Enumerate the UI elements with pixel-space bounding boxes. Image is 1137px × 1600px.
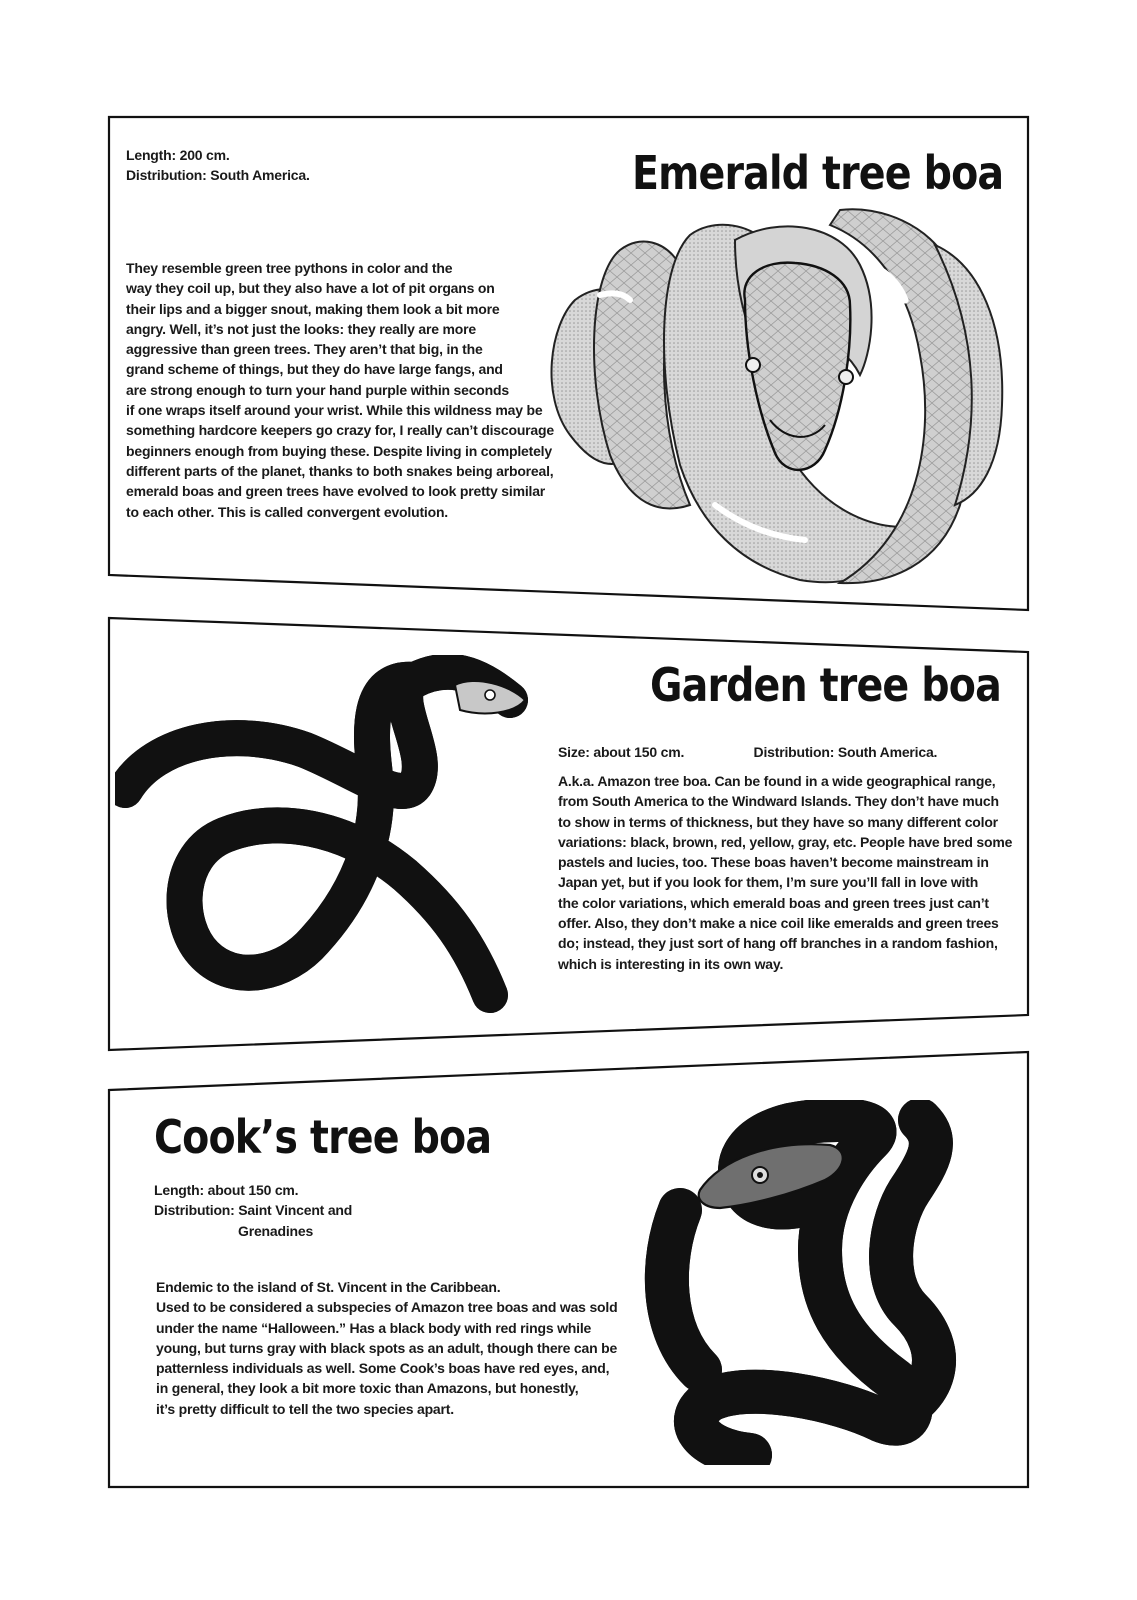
description-line: way they coil up, but they also have a lot of pit organs on (126, 280, 495, 297)
description-line: their lips and a bigger snout, making them look a bit more (126, 300, 500, 317)
description-line: it’s pretty difficult to tell the two species apart. (156, 1400, 454, 1417)
description-line: to show in terms of thickness, but they have so many different color (558, 813, 998, 830)
description-line: emerald boas and green trees have evolved to look pretty similar (126, 483, 546, 500)
description-line: They resemble green tree pythons in color and the (126, 260, 453, 276)
description-line: Endemic to the island of St. Vincent in the Caribbean. (156, 1279, 501, 1295)
description-line: the color variations, which emerald boas and green trees just can’t (558, 894, 989, 911)
panel-title: Garden tree boa (650, 658, 1001, 712)
description-line: something hardcore keepers go crazy for, I really can’t discourage (126, 422, 554, 439)
stats-block (154, 1180, 352, 1241)
description-line: A.k.a. Amazon tree boa. Can be found in a wide geographical range, (558, 773, 996, 789)
description-line: aggressive than green trees. They aren’t that big, in the (126, 341, 483, 358)
description-line: Used to be considered a subspecies of Amazon tree boas and was sold (156, 1299, 618, 1316)
stat-length: Length: 200 cm. (126, 147, 230, 163)
stat-size: Size: about 150 cm. (558, 744, 685, 760)
description-line: angry. Well, it’s not just the looks: they really are more (126, 320, 476, 337)
description-line: in general, they look a bit more toxic than Amazons, but honestly, (156, 1380, 579, 1397)
description-line: are strong enough to turn your hand purple within seconds (126, 381, 509, 398)
description-line: beginners enough from buying these. Despite living in completely (126, 442, 552, 459)
garden-tree-boa-illustration (115, 655, 540, 1025)
stat-distribution-cont: Grenadines (238, 1222, 314, 1239)
description-line: variations: black, brown, red, yellow, gray, etc. People have bred some (558, 833, 1013, 850)
stat-distribution: Distribution: South America. (126, 167, 310, 184)
description-line: which is interesting in its own way. (558, 955, 784, 972)
description-line: under the name “Halloween.” Has a black body with red rings while (156, 1319, 592, 1336)
description-line: from South America to the Windward Islands. They don’t have much (558, 793, 999, 810)
stats-block (126, 145, 310, 186)
description-block (558, 771, 1012, 974)
coiled-emerald-boa-illustration (540, 205, 1010, 590)
description-line: to each other. This is called convergent evolution. (126, 503, 448, 520)
panel-title: Cook’s tree boa (154, 1110, 492, 1164)
description-line: grand scheme of things, but they do have large fangs, and (126, 361, 503, 378)
stat-length: Length: about 150 cm. (154, 1182, 299, 1198)
description-line: Japan yet, but if you look for them, I’m sure you’ll fall in love with (558, 874, 979, 891)
description-line: different parts of the planet, thanks to both snakes being arboreal, (126, 462, 554, 479)
description-block (156, 1277, 617, 1419)
description-line: do; instead, they just sort of hang off branches in a random fashion, (558, 935, 998, 952)
description-line: young, but turns gray with black spots as an adult, though there can be (156, 1339, 618, 1356)
description-line: patternless individuals as well. Some Cook’s boas have red eyes, and, (156, 1360, 610, 1377)
cooks-tree-boa-illustration (640, 1100, 980, 1465)
stat-distribution: Distribution: Saint Vincent and (154, 1202, 353, 1219)
stats-row (558, 742, 937, 762)
description-line: if one wraps itself around your wrist. While this wildness may be (126, 402, 543, 419)
description-line: pastels and lucies, too. These boas haven’t become mainstream in (558, 854, 989, 871)
description-line: offer. Also, they don’t make a nice coil like emeralds and green trees (558, 915, 999, 932)
description-block (126, 258, 554, 522)
panel-title: Emerald tree boa (632, 146, 1004, 200)
stat-distribution: Distribution: South America. (753, 744, 938, 760)
